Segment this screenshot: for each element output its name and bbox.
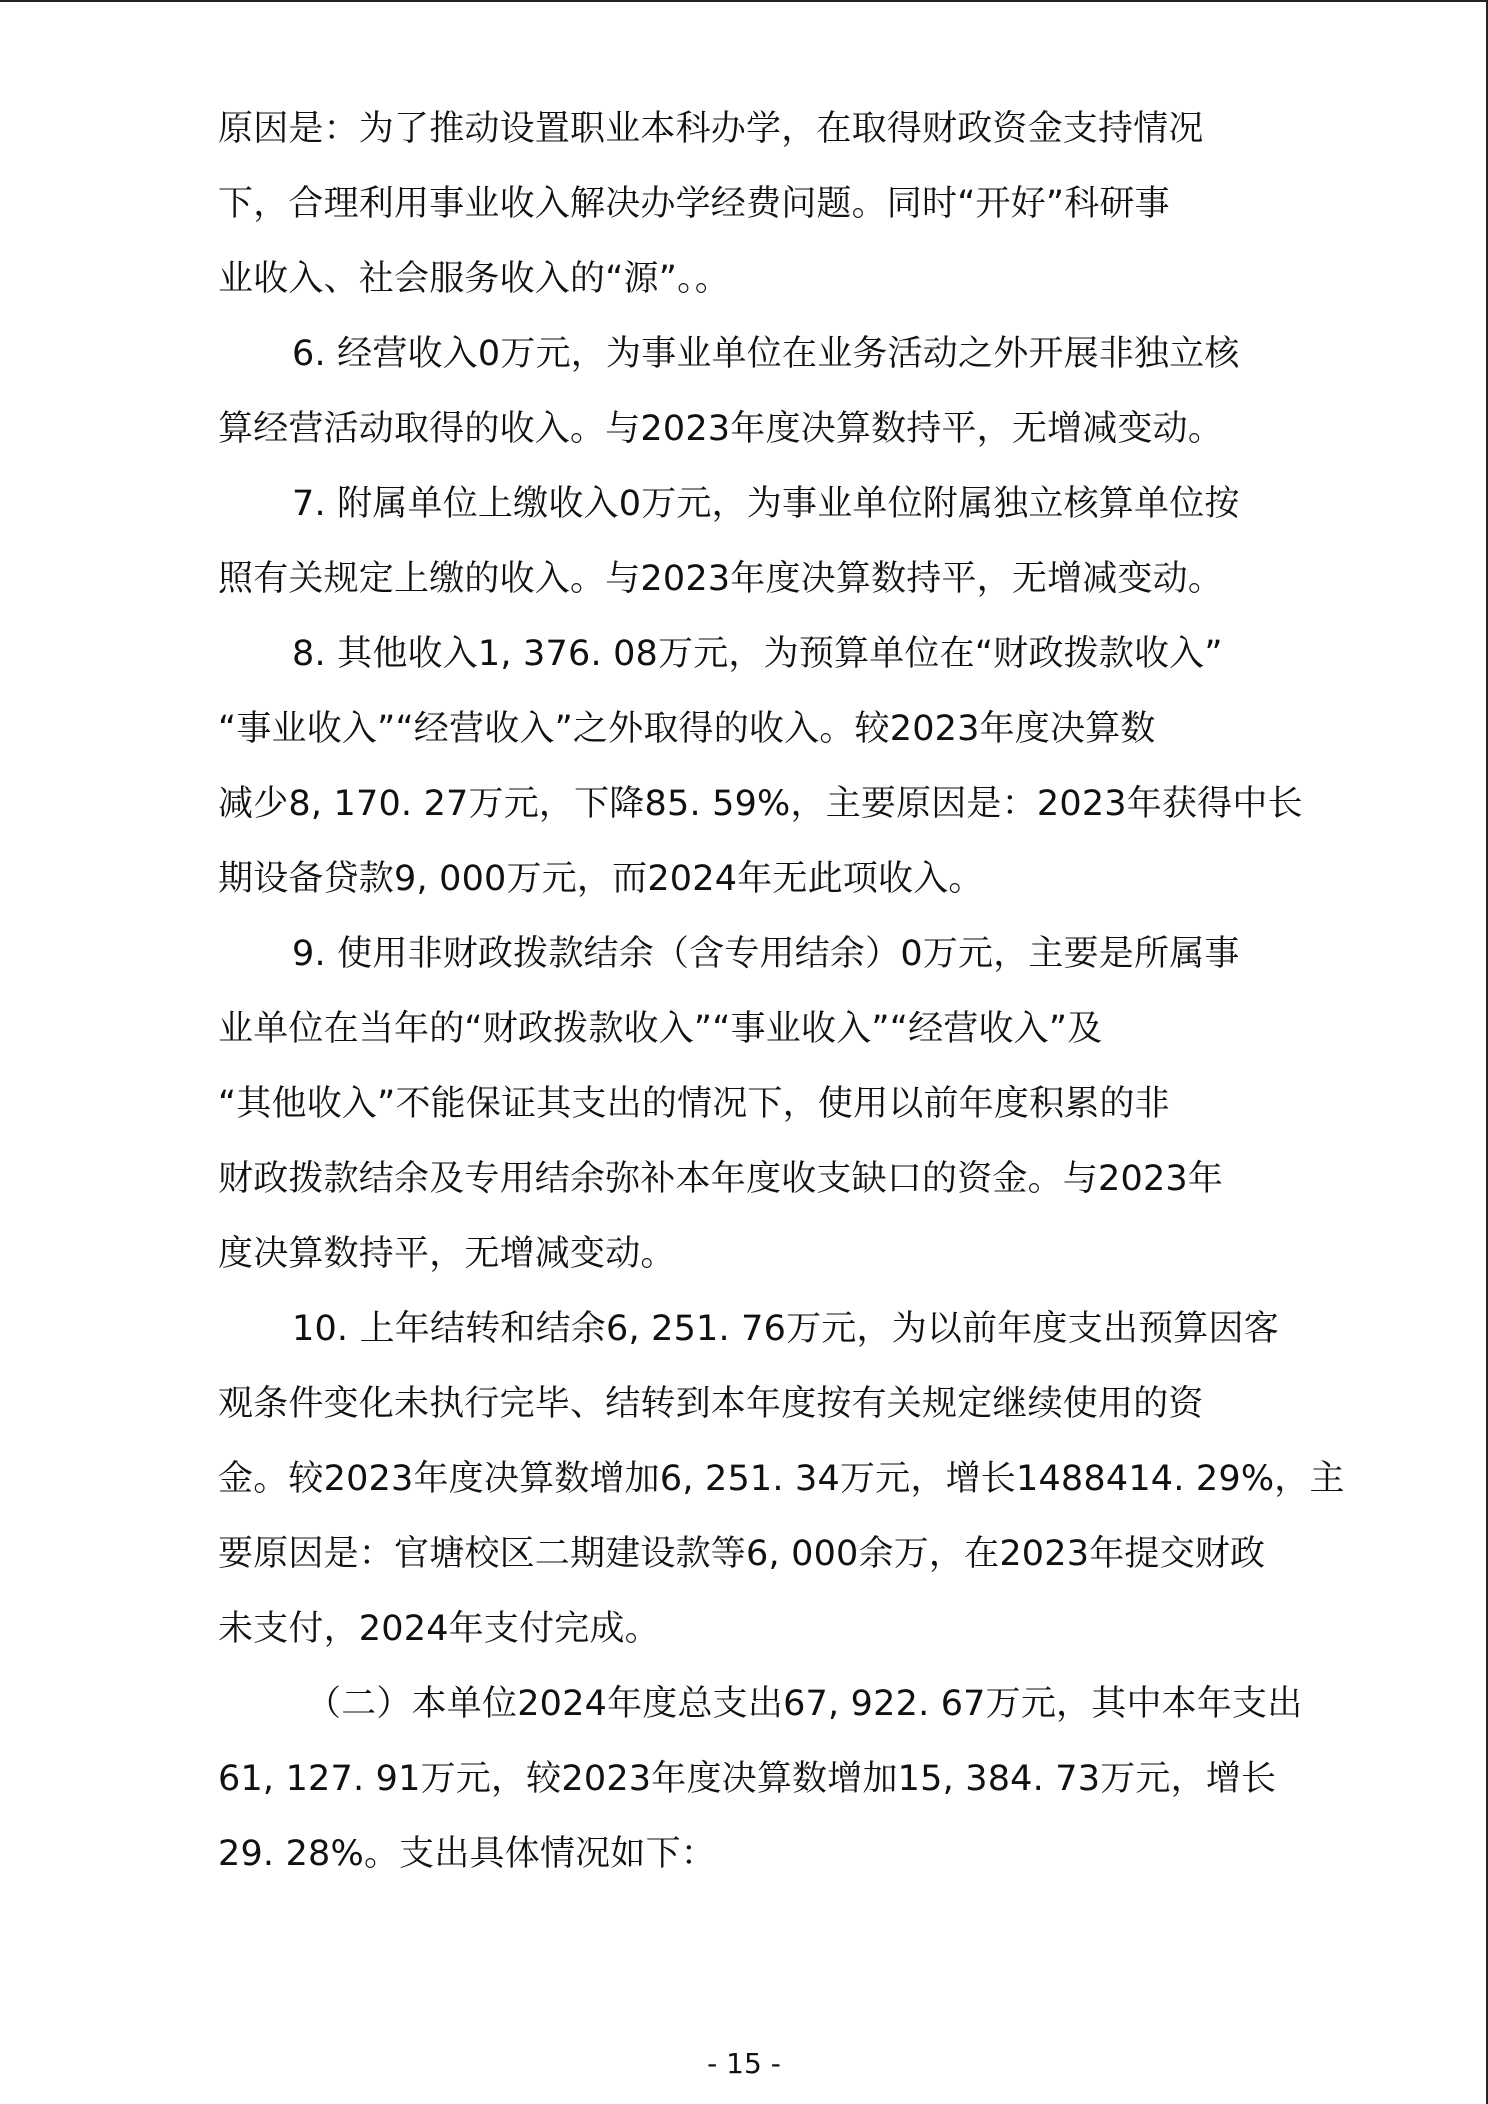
paragraph-continued <box>218 92 1288 317</box>
text-line-first: 7. 附属单位上缴收入0万元，为事业单位附属独立核算单位按 <box>292 484 1240 524</box>
text-line-first: （二）本单位2024年度总支出67, 922. 67万元，其中本年支出 <box>306 1684 1303 1724</box>
paragraph-item-6 <box>218 317 1288 467</box>
text-line: 业单位在当年的“财政拨款收入”“事业收入”“经营收入”及 <box>218 1009 1103 1049</box>
text-line: 业收入、社会服务收入的“源”。。 <box>218 259 730 299</box>
text-line: 照有关规定上缴的收入。与2023年度决算数持平，无增减变动。 <box>218 559 1224 599</box>
text-line: 财政拨款结余及专用结余弥补本年度收支缺口的资金。与2023年 <box>218 1159 1224 1199</box>
document-body <box>218 92 1345 1892</box>
text-line: 期设备贷款9, 000万元，而2024年无此项收入。 <box>218 859 984 899</box>
text-line: 减少8, 170. 27万元，下降85. 59%，主要原因是：2023年获得中长 <box>218 784 1303 824</box>
text-line: 观条件变化未执行完毕、结转到本年度按有关规定继续使用的资 <box>218 1384 1204 1424</box>
page-number: - 15 - <box>707 2047 781 2080</box>
text-line: 61, 127. 91万元，较2023年度决算数增加15, 384. 73万元，增长 <box>218 1759 1277 1799</box>
text-line: 要原因是：官塘校区二期建设款等6, 000余万，在2023年提交财政 <box>218 1534 1266 1574</box>
text-line-first: 9. 使用非财政拨款结余（含专用结余）0万元，主要是所属事 <box>292 934 1240 974</box>
paragraph-item-8 <box>218 617 1303 917</box>
paragraph-item-7 <box>218 467 1288 617</box>
text-line: 度决算数持平，无增减变动。 <box>218 1234 676 1274</box>
text-line: 下，合理利用事业收入解决办学经费问题。同时“开好”科研事 <box>218 184 1170 224</box>
text-line: 算经营活动取得的收入。与2023年度决算数持平，无增减变动。 <box>218 409 1224 449</box>
text-line: 原因是：为了推动设置职业本科办学，在取得财政资金支持情况 <box>218 109 1204 149</box>
text-line-first: 8. 其他收入1, 376. 08万元，为预算单位在“财政拨款收入” <box>292 634 1223 674</box>
paragraph-section-2 <box>218 1667 1303 1892</box>
text-line-first: 6. 经营收入0万元，为事业单位在业务活动之外开展非独立核 <box>292 334 1240 374</box>
text-line: 29. 28%。支出具体情况如下： <box>218 1834 716 1874</box>
text-line: 未支付，2024年支付完成。 <box>218 1609 660 1649</box>
paragraph-item-9 <box>218 917 1288 1292</box>
text-line: “其他收入”不能保证其支出的情况下，使用以前年度积累的非 <box>218 1084 1170 1124</box>
text-line-first: 10. 上年结转和结余6, 251. 76万元，为以前年度支出预算因客 <box>292 1309 1279 1349</box>
page-top-border <box>0 0 1488 2</box>
paragraph-item-10 <box>218 1292 1345 1667</box>
text-line: 金。较2023年度决算数增加6, 251. 34万元，增长1488414. 29%，主 <box>218 1459 1345 1499</box>
text-line: “事业收入”“经营收入”之外取得的收入。较2023年度决算数 <box>218 709 1156 749</box>
